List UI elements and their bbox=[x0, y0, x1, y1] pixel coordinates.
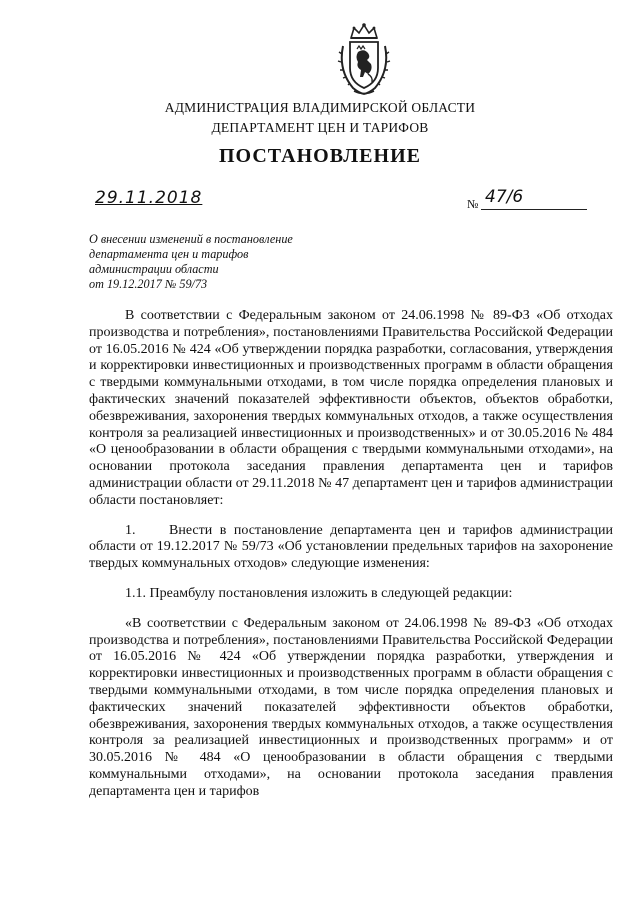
organization-name: АДМИНИСТРАЦИЯ ВЛАДИМИРСКОЙ ОБЛАСТИ bbox=[164, 100, 476, 115]
item-1-paragraph bbox=[89, 523, 613, 573]
document-body bbox=[89, 308, 613, 801]
quoted-preamble-paragraph: «В соответствии с Федеральным законом от 24.06.1998 № 89-ФЗ «Об отходах производства и потребления», постановлениями Правительства Российской Федерации от 16.05.2016 № 424 «Об утверждении порядка разработки, утверждения и корректировки инвестиционных и производственных программ в области обращения с твердыми коммунальными отходами, в том числе порядка определения плановых и фактических значений показателей эффективности объектов обработки, обезвреживания, захоронения твердых коммунальных отходов, а также осуществления контроля за реализацией инвестиционных и производственных программ» и от 30.05.2016 № 484 «О ценообразовании в области обращения с твердыми коммунальными отходами», на основании протокола заседания правления департамента цен и тарифов bbox=[89, 615, 613, 799]
number-sign: № bbox=[467, 197, 479, 211]
subject-line: администрации области bbox=[89, 262, 219, 276]
document-number-field bbox=[467, 187, 587, 214]
document-number: 47/6 bbox=[485, 187, 524, 207]
coat-of-arms-icon bbox=[337, 22, 391, 98]
document-subject bbox=[89, 232, 329, 292]
item-1-text: Внести в постановление департамента цен и тарифов администрации области от 19.12.2017 № 59/73 «Об установлении предельных тарифов на захоронение твердых коммунальных отходов» следующие изменения: bbox=[89, 522, 613, 572]
item-1-1-paragraph: 1.1. Преамбулу постановления изложить в следующей редакции: bbox=[125, 585, 513, 601]
subject-line: департамента цен и тарифов bbox=[89, 247, 249, 261]
document-date: 29.11.2018 bbox=[95, 188, 203, 208]
document-title: ПОСТАНОВЛЕНИЕ bbox=[219, 145, 421, 167]
item-1-number: 1. bbox=[125, 522, 136, 538]
number-underline bbox=[481, 209, 587, 210]
preamble-paragraph: В соответствии с Федеральным законом от 24.06.1998 № 89-ФЗ «Об отходах производства и потребления», постановлениями Правительства Российской Федерации от 16.05.2016 № 424 «Об утверждении порядка разработки, согласования, утверждения и корректировки инвестиционных и производственных программ в области обращения с твердыми коммунальными отходами, в том числе порядка определения плановых и фактических значений показателей эффективности объектов, объектов обработки, обезвреживания, захоронения твердых коммунальных отходов, а также осуществления контроля за реализацией инвестиционных и производственных» и от 30.05.2016 № 484 «О ценообразовании в области обращения с твердыми коммунальными отходами», на основании протокола заседания правления департамента цен и тарифов администрации области от 29.11.2018 № 47 департамент цен и тарифов администрации области постановляет: bbox=[89, 308, 613, 508]
department-name: ДЕПАРТАМЕНТ ЦЕН И ТАРИФОВ bbox=[211, 120, 429, 135]
subject-line: от 19.12.2017 № 59/73 bbox=[89, 277, 208, 291]
subject-line: О внесении изменений в постановление bbox=[89, 232, 293, 246]
